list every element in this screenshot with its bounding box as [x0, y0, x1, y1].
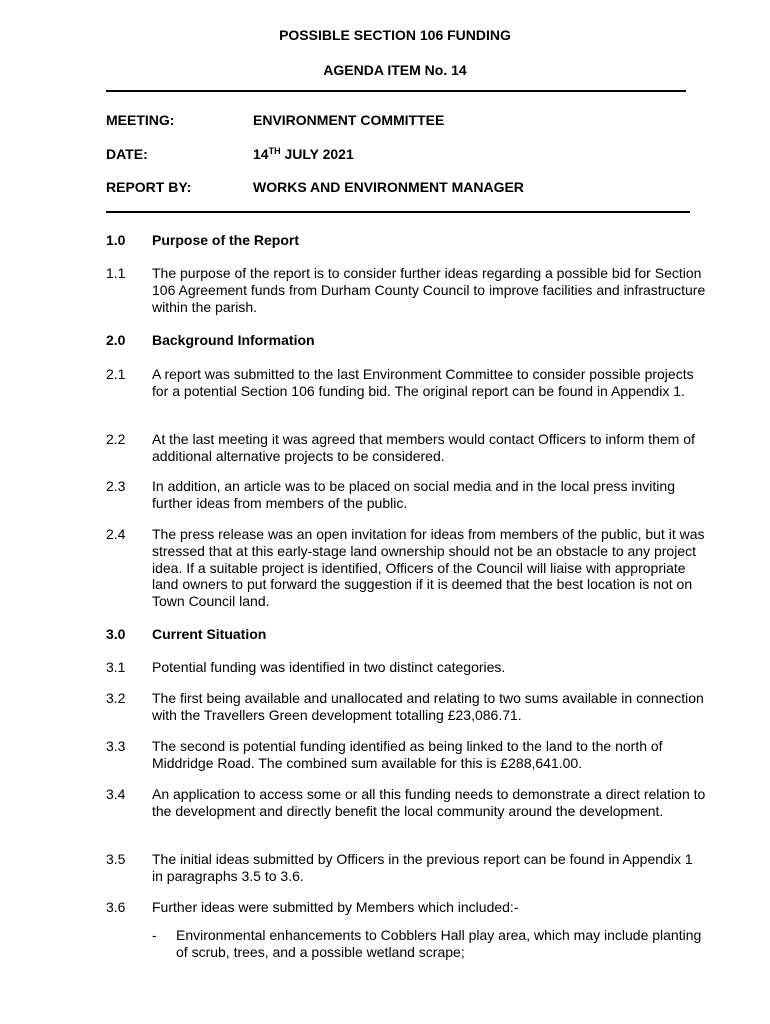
- paragraph-3-6: [106, 899, 706, 916]
- bullet-text: Environmental enhancements to Cobblers Hall play area, which may include planting of scrub, trees, and a possible wetland scrape;: [176, 927, 702, 960]
- paragraph-text: An application to access some or all this funding needs to demonstrate a direct relation to the development and directly benefit the local community around the development.: [152, 786, 706, 819]
- paragraph-number: 3.6: [106, 899, 126, 915]
- date-day: 14: [253, 146, 269, 162]
- paragraph-3-3: [106, 738, 706, 772]
- bullet-item: [152, 927, 712, 961]
- paragraph-2-3: [106, 478, 706, 512]
- paragraph-text: Potential funding was identified in two distinct categories.: [152, 659, 506, 675]
- paragraph-text: Further ideas were submitted by Members which included:-: [152, 899, 519, 915]
- paragraph-text: The purpose of the report is to consider further ideas regarding a possible bid for Section 106 Agreement funds from Durham County Council to improve facilities and infrastructure within the parish.: [152, 265, 706, 315]
- paragraph-number: 3.1: [106, 659, 126, 675]
- paragraph-number: 2.2: [106, 431, 126, 447]
- paragraph-text: The initial ideas submitted by Officers in the previous report can be found in Appendix 1 in paragraphs 3.5 to 3.6.: [152, 851, 693, 884]
- meeting-label: MEETING:: [106, 112, 175, 128]
- section-number: 2.0: [106, 332, 126, 348]
- meeting-value: ENVIRONMENT COMMITTEE: [253, 112, 445, 128]
- paragraph-2-4: [106, 526, 706, 610]
- paragraph-text: In addition, an article was to be placed on social media and in the local press inviting further ideas from members of the public.: [152, 478, 675, 511]
- section-heading-2: [106, 332, 706, 349]
- paragraph-number: 3.3: [106, 738, 126, 754]
- paragraph-text: The first being available and unallocated and relating to two sums available in connection with the Travellers Green development totalling £23,086.71.: [152, 690, 704, 723]
- section-title: Background Information: [152, 332, 315, 348]
- document-title: POSSIBLE SECTION 106 FUNDING: [279, 27, 511, 43]
- paragraph-1-1: [106, 265, 706, 315]
- report-by-label: REPORT BY:: [106, 179, 192, 195]
- date-month-year: JULY 2021: [280, 146, 354, 162]
- paragraph-2-1: [106, 366, 706, 400]
- section-number: 3.0: [106, 626, 126, 642]
- agenda-item: AGENDA ITEM No. 14: [323, 62, 467, 78]
- header-rule-top: [106, 90, 686, 92]
- paragraph-text: A report was submitted to the last Environment Committee to consider possible projects for a potential Section 106 funding bid. The original report can be found in Appendix 1.: [152, 366, 694, 399]
- section-title: Purpose of the Report: [152, 232, 300, 248]
- paragraph-3-5: [106, 851, 706, 885]
- paragraph-3-4: [106, 786, 706, 820]
- paragraph-number: 3.4: [106, 786, 126, 802]
- paragraph-number: 3.2: [106, 690, 126, 706]
- section-heading-1: [106, 232, 706, 249]
- bullet-dash: -: [152, 927, 157, 943]
- paragraph-text: The press release was an open invitation for ideas from members of the public, but it was stressed that at this early-stage land ownership should not be an obstacle to any project idea. If a suitable project is identified, Officers of the Council will liaise with appropriate land owners to put forward the suggestion if it is deemed that the best location is not on Town Council land.: [152, 526, 705, 610]
- paragraph-text: At the last meeting it was agreed that members would contact Officers to inform them of additional alternative projects to be considered.: [152, 431, 695, 464]
- date-suffix: TH: [268, 146, 281, 156]
- paragraph-2-2: [106, 431, 706, 465]
- paragraph-3-2: [106, 690, 706, 724]
- section-number: 1.0: [106, 232, 126, 248]
- paragraph-number: 2.4: [106, 526, 126, 542]
- date-label: DATE:: [106, 146, 148, 162]
- paragraph-3-1: [106, 659, 706, 676]
- paragraph-number: 1.1: [106, 265, 126, 281]
- date-value: [253, 146, 354, 162]
- paragraph-number: 2.1: [106, 366, 126, 382]
- section-title: Current Situation: [152, 626, 267, 642]
- paragraph-text: The second is potential funding identified as being linked to the land to the north of Middridge Road. The combined sum available for this is £288,641.00.: [152, 738, 663, 771]
- paragraph-number: 2.3: [106, 478, 126, 494]
- section-heading-3: [106, 626, 706, 643]
- header-rule-bottom: [106, 211, 690, 213]
- report-by-value: WORKS AND ENVIRONMENT MANAGER: [253, 179, 524, 195]
- paragraph-number: 3.5: [106, 851, 126, 867]
